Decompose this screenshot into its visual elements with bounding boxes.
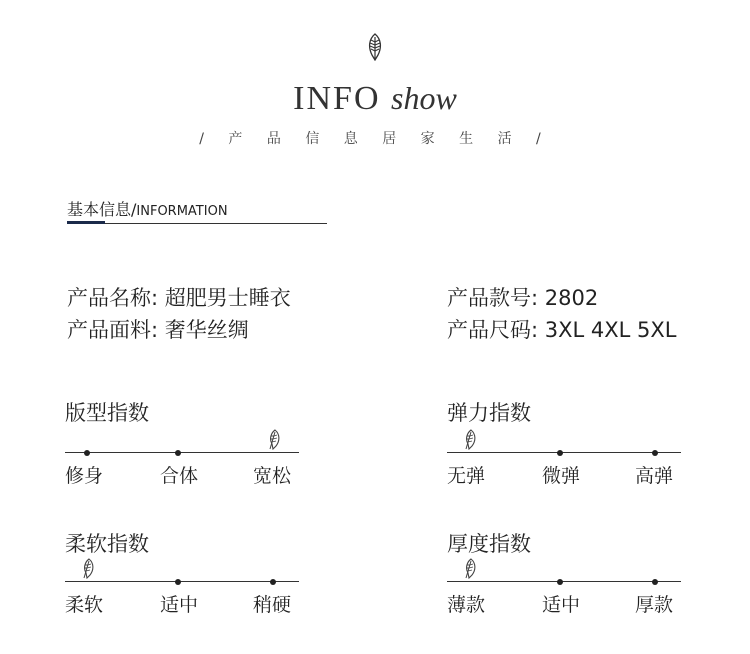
info-fabric: 产品面料: 奢华丝绸 xyxy=(67,318,249,342)
index-title: 版型指数 xyxy=(65,401,149,425)
page-title xyxy=(0,80,750,118)
index-label: 无弹 xyxy=(447,465,486,487)
index-dot xyxy=(557,579,563,585)
index-label: 高弹 xyxy=(635,465,674,487)
index-dot xyxy=(652,450,658,456)
index-scale-line xyxy=(65,581,299,582)
feather-marker-icon xyxy=(461,557,477,579)
info-product-name: 产品名称: 超肥男士睡衣 xyxy=(67,286,291,310)
index-scale-line xyxy=(447,581,681,582)
index-label: 柔软 xyxy=(65,594,104,616)
section-accent-bar xyxy=(67,221,105,224)
index-scale-line xyxy=(447,452,681,453)
index-label: 合体 xyxy=(160,465,199,487)
title-script: show xyxy=(391,80,457,116)
index-label: 稍硬 xyxy=(253,594,292,616)
index-title: 厚度指数 xyxy=(447,532,531,556)
index-label: 微弹 xyxy=(542,465,581,487)
index-dot xyxy=(557,450,563,456)
title-main: INFO xyxy=(293,80,381,117)
feather-marker-icon xyxy=(79,557,95,579)
index-scale-line xyxy=(65,452,299,453)
info-sizes: 产品尺码: 3XL 4XL 5XL xyxy=(447,318,677,342)
index-dot xyxy=(175,450,181,456)
index-dot xyxy=(270,579,276,585)
page-subtitle: / 产 品 信 息 居 家 生 活 / xyxy=(199,131,551,147)
section-title-cn: 基本信息/ xyxy=(67,200,137,219)
feather-marker-icon xyxy=(265,428,281,450)
index-label: 修身 xyxy=(65,465,104,487)
section-heading xyxy=(67,197,228,220)
section-title-en: INFORMATION xyxy=(136,204,228,219)
index-title: 弹力指数 xyxy=(447,401,531,425)
index-label: 厚款 xyxy=(635,594,674,616)
index-label: 薄款 xyxy=(447,594,486,616)
index-label: 宽松 xyxy=(253,465,292,487)
index-dot xyxy=(175,579,181,585)
index-label: 适中 xyxy=(542,594,581,616)
index-dot xyxy=(652,579,658,585)
index-title: 柔软指数 xyxy=(65,532,149,556)
index-label: 适中 xyxy=(160,594,199,616)
info-style-number: 产品款号: 2802 xyxy=(447,286,599,310)
feather-marker-icon xyxy=(461,428,477,450)
feather-icon xyxy=(366,33,384,61)
index-dot xyxy=(84,450,90,456)
section-divider xyxy=(67,223,327,224)
